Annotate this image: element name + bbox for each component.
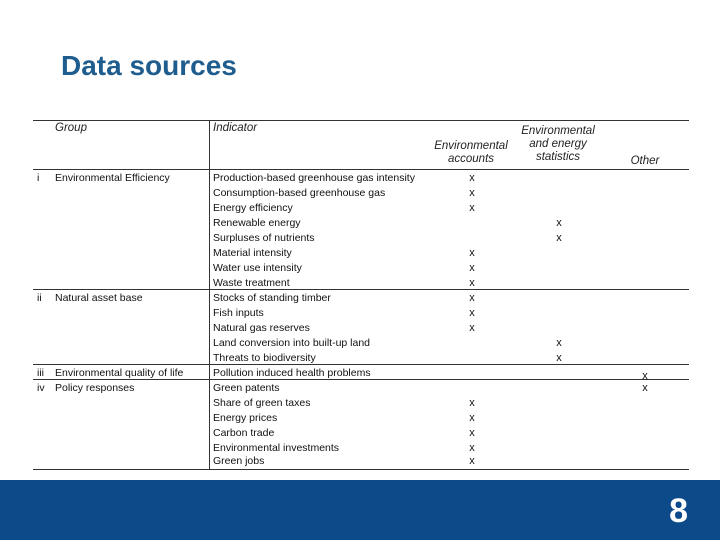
indicator-label: Energy prices [213,412,278,424]
indicator-label: Waste treatment [213,277,290,289]
accounts-mark: x [469,292,475,304]
group-roman: i [37,172,40,184]
accounts-mark: x [469,262,475,274]
header-env-accounts-line2: accounts [447,153,495,165]
accounts-mark: x [469,455,475,467]
table-top-rule [33,120,689,121]
indicator-label: Water use intensity [213,262,302,274]
group-divider-rule [33,289,689,290]
group-name: Policy responses [55,382,135,394]
group-roman: iii [37,367,44,379]
page-title: Data sources [61,50,237,81]
header-bottom-rule [33,169,689,170]
indicator-label: Consumption-based greenhouse gas [213,187,386,199]
data-sources-table [33,120,689,470]
accounts-mark: x [469,442,475,454]
indicator-label: Threats to biodiversity [213,352,316,364]
other-mark: x [642,382,648,394]
accounts-mark: x [469,247,475,259]
accounts-mark: x [469,397,475,409]
accounts-mark: x [469,307,475,319]
accounts-mark: x [469,202,475,214]
indicator-label: Production-based greenhouse gas intensity [213,172,415,184]
group-roman: iv [37,382,45,394]
header-env-accounts-line1: Environmental [434,140,508,152]
indicator-label: Material intensity [213,247,292,259]
header-env-stats [515,125,601,164]
accounts-mark: x [469,187,475,199]
indicator-label: Pollution induced health problems [213,367,371,379]
indicator-label: Share of green taxes [213,397,311,409]
indicator-label: Carbon trade [213,427,275,439]
indicator-label: Green patents [213,382,280,394]
table-bottom-rule [33,469,689,470]
indicator-label: Stocks of standing timber [213,292,331,304]
stats-mark: x [556,232,562,244]
indicator-label: Green jobs [213,455,265,467]
accounts-mark: x [469,172,475,184]
other-mark: x [642,370,648,382]
indicator-label: Land conversion into built-up land [213,337,371,349]
header-indicator: Indicator [213,122,258,134]
accounts-mark: x [469,322,475,334]
indicator-label: Natural gas reserves [213,322,310,334]
header-env-accounts [429,140,513,166]
accounts-mark: x [469,427,475,439]
indicator-label: Fish inputs [213,307,264,319]
column-divider [209,120,210,470]
stats-mark: x [556,337,562,349]
indicator-label: Renewable energy [213,217,301,229]
group-name: Natural asset base [55,292,143,304]
stats-mark: x [556,217,562,229]
header-group: Group [55,122,87,134]
group-divider-rule [33,364,689,365]
page-number: 8 [669,492,688,530]
group-name: Environmental Efficiency [55,172,170,184]
group-name: Environmental quality of life [55,367,184,379]
indicator-label: Surpluses of nutrients [213,232,315,244]
indicator-label: Environmental investments [213,442,340,454]
header-env-stats-line1: Environmental [521,125,595,137]
stats-mark: x [556,352,562,364]
header-env-stats-line3: statistics [535,151,581,163]
accounts-mark: x [469,277,475,289]
accounts-mark: x [469,412,475,424]
header-env-stats-line2: and energy [529,138,587,150]
group-roman: ii [37,292,42,304]
footer-bar [0,480,720,540]
indicator-label: Energy efficiency [213,202,293,214]
header-other: Other [630,155,660,167]
